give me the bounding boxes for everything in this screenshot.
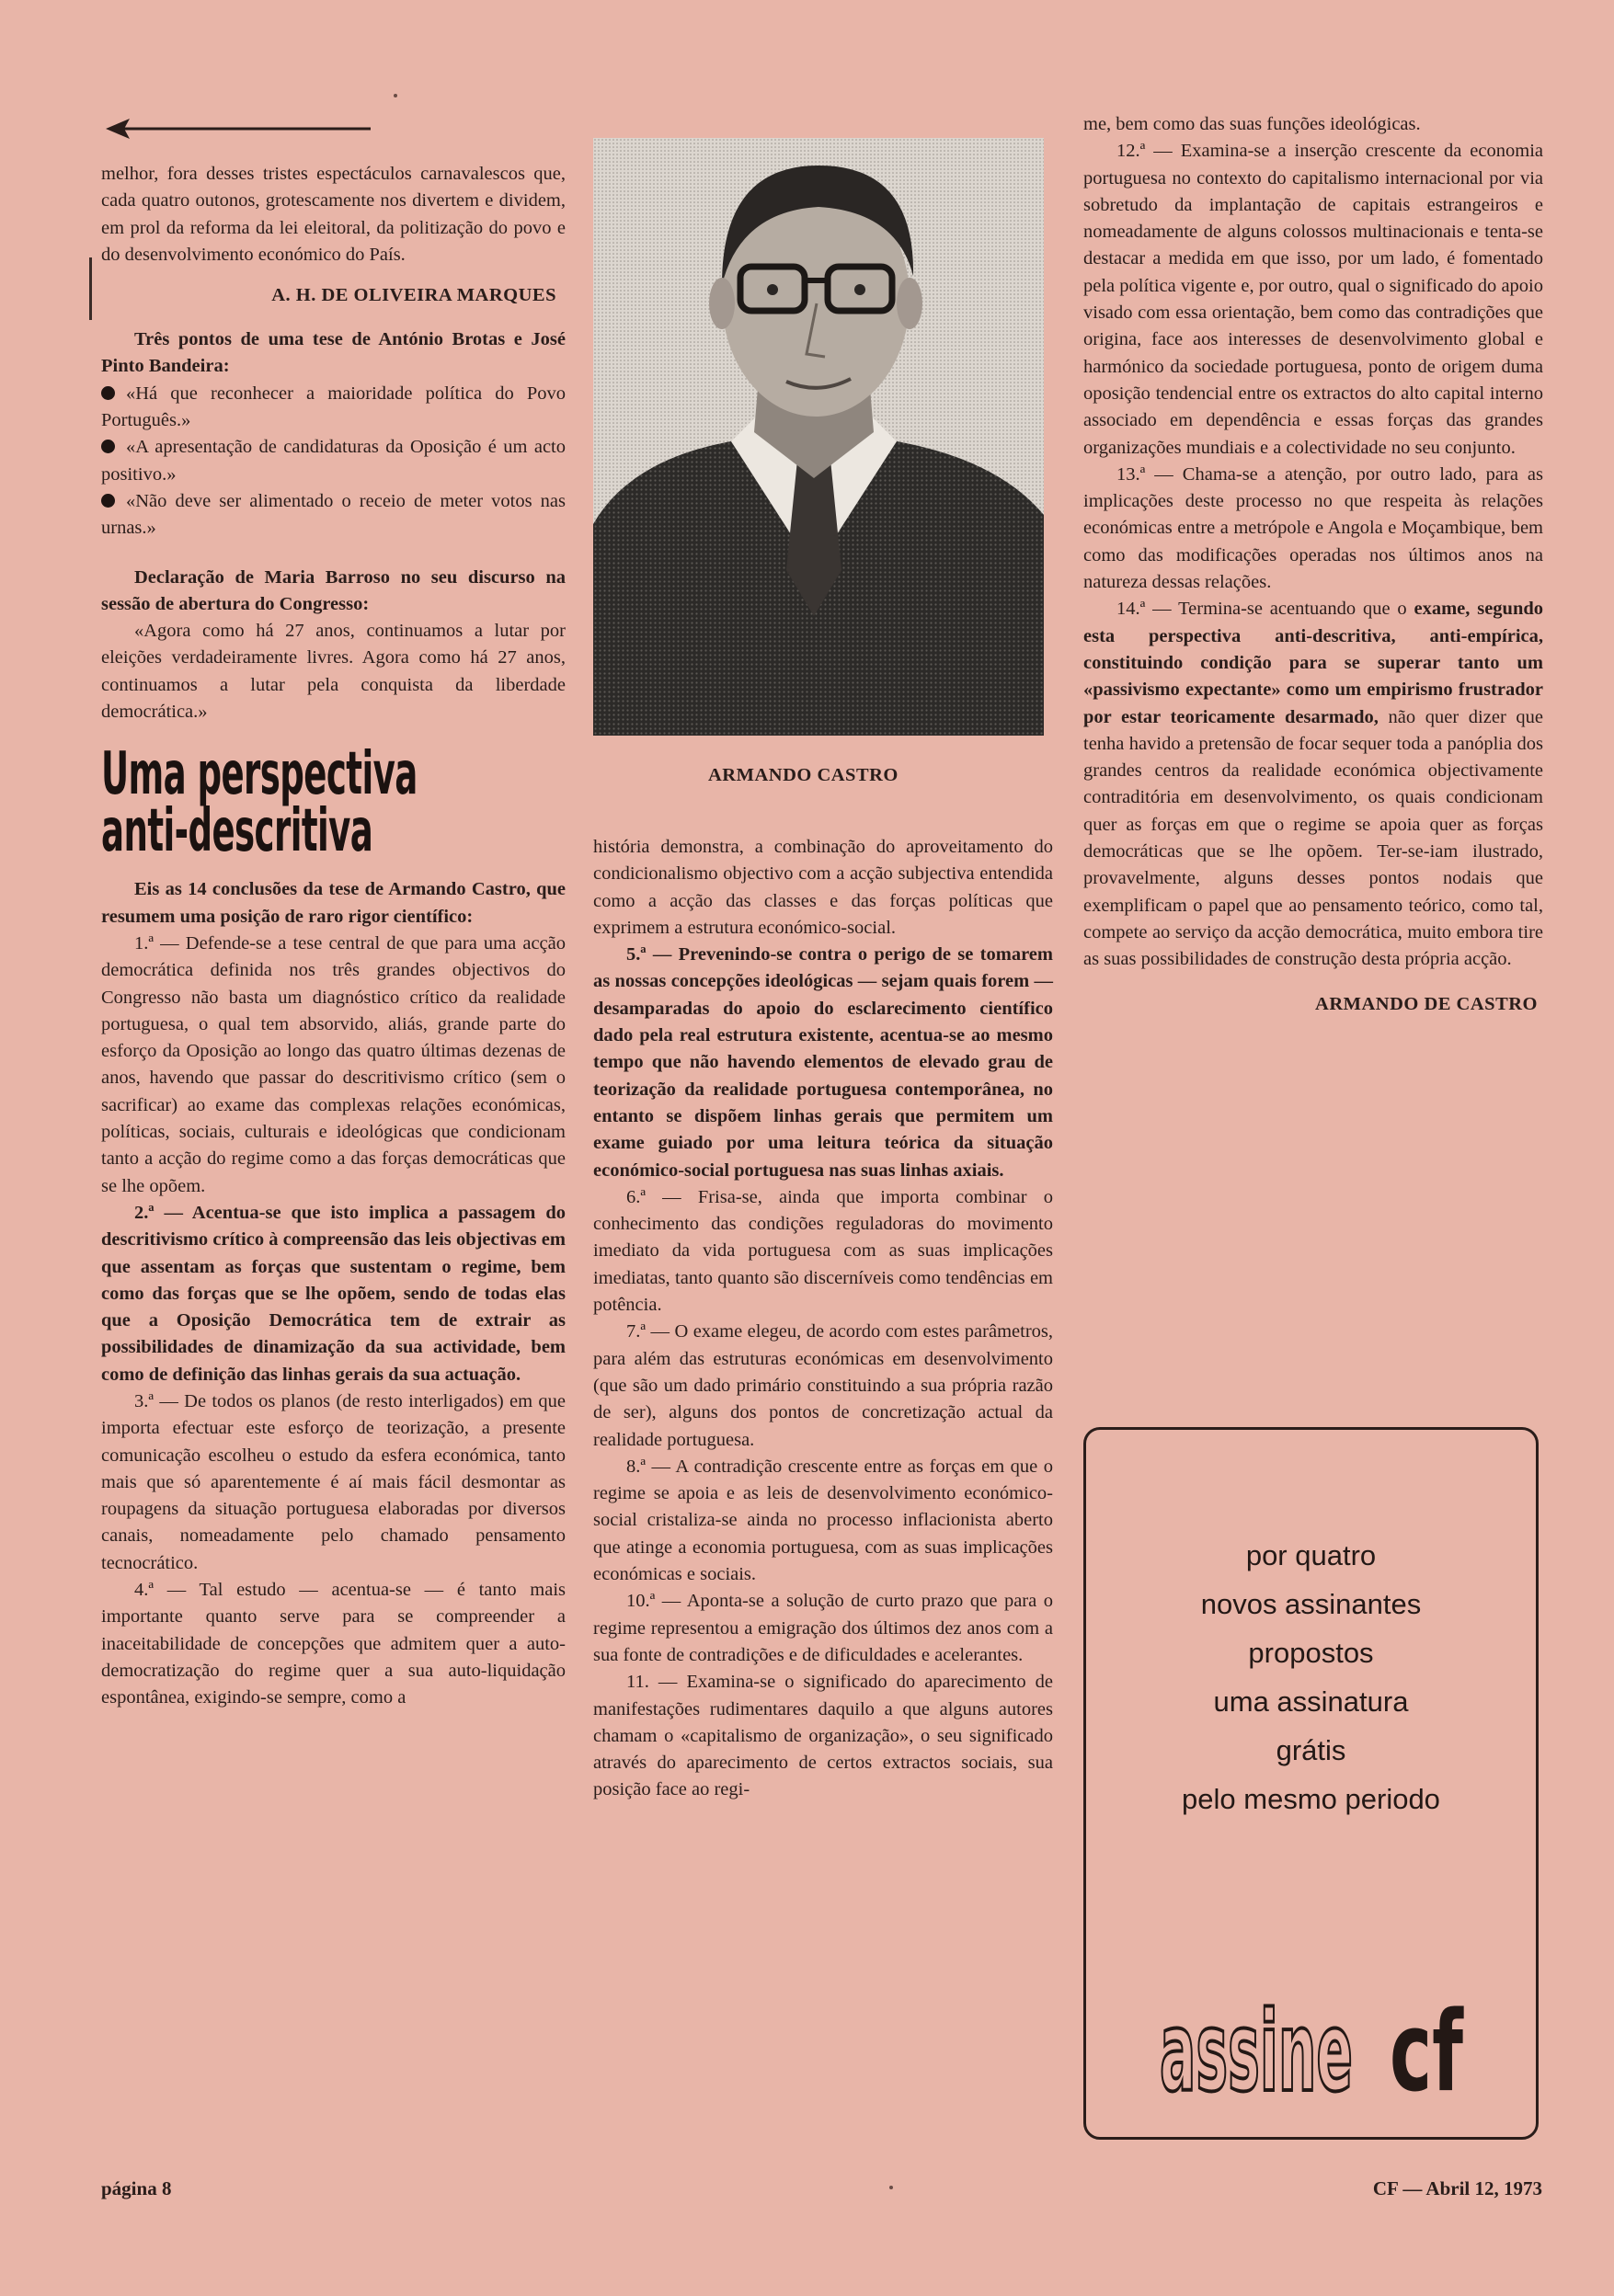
- paper-speck: [394, 94, 397, 97]
- subscription-ad[interactable]: [1083, 1427, 1539, 2140]
- conclusion-13: 13.ª — Chama-se a atenção, por outro lado, para as implicações deste processo no que respeita às relações económicas entre a metrópole e Angola e Moçambique, bem como das modificações operadas nos últimos anos na natureza dessas relações.: [1083, 463, 1543, 593]
- conclusion-11: 11. — Examina-se o significado do aparecimento de manifestações rudimentares daquilo a que alguns autores chamam o «capitalismo de organização», o seu significado através do aparecimento de certos extractos sociais, sua posição face ao regi-: [593, 1672, 1053, 1800]
- conclusion-3: 3.ª — De todos os planos (de resto interligados) em que importa efectuar este esforço de teorização, a presente comunicação escolheu o estudo da esfera económica, tanto mais que só aparentemente é aí mais fácil desmontar as roupagens da situação portuguesa elaboradas por diversos canais, nomeadamente pelo chamado pensamento tecnocrático.: [101, 1390, 566, 1573]
- paper-speck: [889, 2186, 893, 2189]
- lead-paragraph: Eis as 14 conclusões da tese de Armando Castro, que resumem uma posição de raro rigor científico:: [101, 879, 566, 927]
- tese-heading: Três pontos de uma tese de António Brotas e José Pinto Bandeira:: [101, 329, 566, 377]
- portrait-photo: [593, 138, 1044, 736]
- declaracao-heading: Declaração de Maria Barroso no seu discurso na sessão de abertura do Congresso:: [101, 566, 566, 614]
- left-arrow-icon: [106, 116, 372, 142]
- bullet-dot-icon: [101, 494, 115, 508]
- intro-paragraph: melhor, fora desses tristes espectáculos carnavalescos que, cada quatro outonos, grotescamente nos divertem e dividem, em prol da reforma da lei eleitoral, da politização do povo e do desenvolvimento económico do País.: [101, 164, 566, 265]
- photo-caption: ARMANDO CASTRO: [708, 765, 899, 785]
- bullet-item: «Não deve ser alimentado o receio de meter votos nas urnas.»: [101, 490, 566, 539]
- conclusion-12: 12.ª — Examina-se a inserção crescente da economia portuguesa no contexto do capitalismo internacional por via sobretudo da implantação de capitais estrangeiros e nomeadamente de alguns colossos multinacionais e tenta-se destacar a medida em que isso, por um lado, é fomentado pela política vigente e, por outro, qual o significado do apoio visado com essa orientação, bem como das contradições que origina, face aos interesses de desenvolvimento global e harmónico da sociedade portuguesa, ponto de origem duma oposição tendencial entre os extractos do alto capital interno associado em dependência e essas forças das grandes organizações mundiais e a colectividade no seu conjunto.: [1083, 141, 1543, 458]
- headline-line-1: Uma perspectiva: [101, 740, 418, 809]
- assine-cf-logo: [1160, 2000, 1472, 2101]
- conclusion-5: 5.ª — Prevenindo-se contra o perigo de se tomarem as nossas concepções ideológicas — sejam quais forem — desamparadas do apoio do esclarecimento científico dado pela real estrutura existente, acentua-se ao mesmo tempo que não havendo elementos de elevado grau de teorização da realidade portuguesa contemporânea, no entanto se dispõem linhas gerais que permitem um exame guiado por uma leitura teórica da situação económico-social portuguesa nas suas linhas axiais.: [593, 944, 1053, 1181]
- bullet-item: «A apresentação de candidaturas da Oposição é um acto positivo.»: [101, 437, 566, 485]
- conclusion-4: 4.ª — Tal estudo — acentua-se — é tanto mais importante quanto serve para se compreender a inaceitabilidade de concepções que admitem quer a auto-democratização do regime quer a sua auto-liquidação espontânea, exigindo-se sempre, como a: [101, 1580, 566, 1708]
- bullet-dot-icon: [101, 440, 115, 453]
- conclusion-4-continued: história demonstra, a combinação do aproveitamento do condicionalismo objectivo com a acção subjectiva entendida como a acção das classes e das forças políticas que exprimem a estrutura económico-social.: [593, 837, 1053, 938]
- conclusion-1: 1.ª — Defende-se a tese central de que para uma acção democrática definida nos três grandes objectivos do Congresso não basta um diagnóstico crítico da realidade portuguesa, o qual tem absorvido, aliás, grande parte do esforço da Oposição ao longo das quatro últimas dezenas de anos, havendo que passar do descritivismo crítico (sem o sacrificar) ao exame das complexas relações económicas, políticas, sociais, culturais e ideológicas que condicionam tanto a acção do regime como a das forças democráticas que se lhe opõem.: [101, 932, 566, 1196]
- headline-line-2: anti-descritiva: [101, 797, 373, 866]
- page-number: página 8: [101, 2177, 172, 2199]
- conclusion-11-continued: me, bem como das suas funções ideológicas.: [1083, 114, 1421, 134]
- intro-signature: A. H. DE OLIVEIRA MARQUES: [271, 285, 556, 306]
- conclusion-10: 10.ª — Aponta-se a solução de curto prazo que para o regime representou a emigração dos últimos dez anos com a sua fonte de contradições e de dificuldades e acelerantes.: [593, 1591, 1053, 1665]
- bullet-item: «Há que reconhecer a maioridade política do Povo Português.»: [101, 383, 566, 431]
- logo-text-cf: cf: [1390, 2000, 1465, 2101]
- declaracao-text: «Agora como há 27 anos, continuamos a lutar por eleições verdadeiramente livres. Agora como há 27 anos, continuamos a lutar pela conquista da liberdade democrática.»: [101, 621, 566, 723]
- conclusion-7: 7.ª — O exame elegeu, de acordo com estes parâmetros, para além das estruturas económicas em desenvolvimento (que são um dado primário constituindo a sua própria razão de ser), alguns dos pontos de concretização actual da realidade portuguesa.: [593, 1321, 1053, 1450]
- issue-date: CF — Abril 12, 1973: [1372, 2177, 1542, 2199]
- conclusion-6: 6.ª — Frisa-se, ainda que importa combinar o conhecimento das condições reguladoras do movimento imediato da vida portuguesa com as suas implicações imediatas, tanto quanto são discerníveis como tendências em potência.: [593, 1186, 1053, 1316]
- column-1: [101, 161, 566, 1712]
- conclusion-2: 2.ª — Acentua-se que isto implica a passagem do descritivismo crítico à compreensão das leis objectivas em que assentam as forças que sustentam o regime, bem como das forças que se lhe opõem, sendo de todas elas que a Oposição Democrática tem de extrair as possibilidades de dinamização da sua actividade, bem como de definição das linhas gerais da sua actuação.: [101, 1202, 566, 1385]
- column-3: [1083, 111, 1543, 1015]
- bullet-dot-icon: [101, 386, 115, 400]
- conclusion-8: 8.ª — A contradição crescente entre as forças em que o regime se apoia e as leis de desenvolvimento económico-social cristaliza-se ainda no processo inflacionista aberto que atinge a economia portuguesa, com as suas implicações económicas e sociais.: [593, 1456, 1053, 1585]
- ad-text: por quatro novos assinantes propostos uma assinatura grátis pelo mesmo periodo: [1182, 1539, 1440, 1815]
- headline: [101, 740, 566, 867]
- margin-mark: [89, 257, 92, 320]
- column-2: [593, 834, 1053, 1804]
- conclusion-14: 14.ª — Termina-se acentuando que o exame, segundo esta perspectiva anti-descritiva, anti-empírica, constituindo condição para se superar tanto um «passivismo expectante» como um empirismo frustrador por estar teoricamente desarmado, não quer dizer que tenha havido a pretensão de focar sequer toda a panóplia dos grandes centros da realidade económica objectivamente contraditória em desenvolvimento, os quais condicionam quer as forças em que o regime se apoia quer as forças democráticas que se lhe opõem. Ter-se-iam ilustrado, provavelmente, alguns desses pontos nodais que exemplificam o papel que ao pensamento teórico, como tal, compete ao serviço da acção democrática, muito embora tire as suas possibilidades de construção desta própria acção.: [1083, 599, 1544, 970]
- logo-text: assine: [1160, 2000, 1353, 2101]
- article-signature: ARMANDO DE CASTRO: [1315, 993, 1538, 1014]
